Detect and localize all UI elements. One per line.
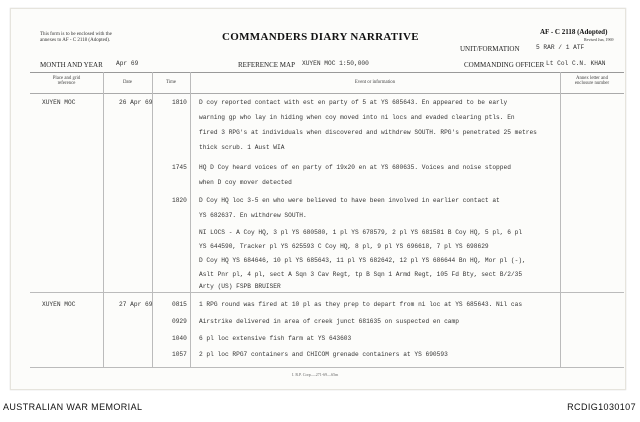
row-time: 1820 — [172, 197, 187, 204]
unit-value: 5 RAR / 1 ATF — [536, 44, 585, 51]
footer-collection: AUSTRALIAN WAR MEMORIAL — [3, 402, 143, 412]
row-event-line: YS 644590, Tracker pl YS 625593 C Coy HQ, 8 pl, 9 pl YS 696618, 7 pl YS 698629 — [199, 243, 489, 250]
row-event-line: warning gp who lay in hiding when coy moved into ni locs and evaded clearing ptls. En — [199, 114, 515, 121]
row-time: 0815 — [172, 301, 187, 308]
row-event-line: when D coy mover detected — [199, 179, 292, 186]
table-bottom-rule — [30, 367, 624, 368]
row-time: 1810 — [172, 99, 187, 106]
row-place: XUYEN MOC — [42, 99, 76, 106]
row-event-line: thick scrub. 1 Aust WIA — [199, 144, 285, 151]
row-event-line: 2 pl loc RPG7 containers and CHICOM grenade containers at YS 690593 — [199, 351, 448, 358]
row-event-line: fired 3 RPG's at individuals when discovered and withdrew SOUTH. RPG's penetrated 25 metres — [199, 129, 537, 136]
header-bottom-rule — [30, 93, 624, 94]
col-header-event: Event or information — [354, 80, 396, 85]
page-title: COMMANDERS DIARY NARRATIVE — [222, 31, 419, 43]
row-place: XUYEN MOC — [42, 301, 76, 308]
col-header-date: Date — [122, 80, 133, 85]
row-date: 27 Apr 69 — [119, 301, 153, 308]
row-time: 1057 — [172, 351, 187, 358]
col-header-annex-line2: enclosure number — [574, 81, 610, 86]
revised-date: Revised Jun, 1969 — [584, 37, 614, 42]
footer-record-id: RCDIG1030107 — [567, 402, 636, 412]
col-divider-event — [560, 72, 561, 368]
row-event-line: D Coy HQ YS 684646, 10 pl YS 685643, 11 pl YS 682642, 12 pl YS 686644 Bn HQ, Mor pl (-), — [199, 257, 526, 264]
row-event-line: D coy reported contact with est en party of 5 at YS 685643. En appeared to be early — [199, 99, 508, 106]
col-divider-place — [103, 72, 104, 368]
row-time: 0929 — [172, 318, 187, 325]
row-event-line: Aslt Pnr pl, 4 pl, sect A Sqn 3 Cav Regt, tp B Sqn 1 Armd Regt, 105 Fd Bty, sect B/2/35 — [199, 271, 523, 278]
row-event-line: D Coy HQ loc 3-5 en who were believed to have been involved in earlier contact at — [199, 197, 500, 204]
refmap-value: XUYEN MOC 1:50,000 — [302, 60, 369, 67]
col-divider-time — [190, 72, 191, 368]
form-id: AF - C 2118 (Adopted) — [540, 28, 608, 36]
unit-label: UNIT/FORMATION — [460, 45, 520, 53]
col-header-time: Time — [166, 80, 176, 85]
row-time: 1040 — [172, 335, 187, 342]
day-divider-rule — [30, 292, 624, 293]
month-value: Apr 69 — [116, 60, 139, 67]
refmap-label: REFERENCE MAP — [238, 61, 295, 69]
row-time: 1745 — [172, 164, 187, 171]
co-value: Lt Col C.N. KHAN — [546, 60, 606, 67]
col-header-place-line1: Place and grid — [52, 76, 81, 81]
col-header-place — [30, 76, 103, 86]
printer-imprint: I. R.P. Corp.—271-69—65m — [292, 372, 339, 377]
col-divider-date — [152, 72, 153, 368]
row-event-line: Airstrike delivered in area of creek junct 681635 on suspected en camp — [199, 318, 459, 325]
col-header-place-line2: reference — [57, 81, 76, 86]
row-event-line: 6 pl loc extensive fish farm at YS 643603 — [199, 335, 352, 342]
row-event-line: YS 682637. En withdrew SOUTH. — [199, 212, 307, 219]
row-event-line: HQ D Coy heard voices of en party of 19x20 en at YS 680635. Voices and noise stopped — [199, 164, 511, 171]
form-note-line-1: This form is to be enclosed with the — [40, 32, 112, 37]
row-event-line: 1 RPG round was fired at 10 pl as they prep to depart from ni loc at YS 685643. Nil cas — [199, 301, 523, 308]
month-label: MONTH AND YEAR — [40, 61, 103, 69]
row-event-line: Arty (US) FSPB BRUISER — [199, 283, 281, 290]
co-label: COMMANDING OFFICER — [464, 61, 545, 69]
col-header-annex-line1: Annex letter and — [576, 76, 608, 81]
form-note-line-2: annexes to AF - C 2118 (Adopted). — [40, 38, 111, 43]
col-header-annex — [560, 76, 624, 86]
table-top-rule — [30, 72, 624, 73]
row-date: 26 Apr 69 — [119, 99, 153, 106]
row-event-line: NI LOCS - A Coy HQ, 3 pl YS 680580, 1 pl YS 678579, 2 pl YS 681581 B Coy HQ, 5 pl, 6 pl — [199, 229, 523, 236]
